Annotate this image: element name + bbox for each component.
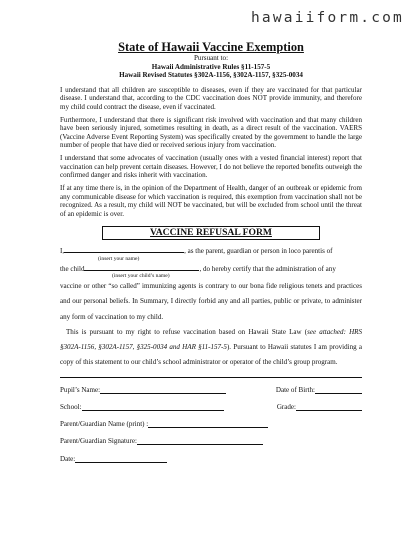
signature-label: Parent/Guardian Signature: [60,437,137,446]
pupil-name-field[interactable] [100,386,226,394]
parent-name-row [60,420,362,428]
child-name-blank[interactable] [84,263,199,271]
exemption-document [60,40,362,463]
date-row [60,455,362,463]
state-law-statement: This is pursuant to my right to refuse vaccination based on Hawaii State Law (see attached: HRS §302A-1156, §302A-1157, §325-0034 and HAR §11-157-5). Pursuant to Hawaii statutes I am providing a copy of this statement to our child’s school administrator or operator of the child’s group program. [60,327,362,367]
signature-row [60,437,362,445]
document-title: State of Hawaii Vaccine Exemption [118,40,304,54]
child-name-line [60,263,362,274]
site-watermark: hawaiiform.com [250,10,404,26]
grade-field[interactable] [296,403,362,411]
date-label: Date: [60,454,76,463]
paragraph-outbreak: If at any time there is, in the opinion of the Department of Health, danger of an outbreak or epidemic from any communicable disease for which vaccination is required, this exemption from vaccination shall not be recognized. As a result, my child will NOT be vaccinated, but will be excluded from school until the threat of an epidemic is over. [60,184,362,218]
pupil-row [60,386,362,394]
line2-end: , do hereby certify that the administration of any [199,264,336,273]
revised-statutes: Hawaii Revised Statutes §302A-1156, §302A-1157, §325-0034 [119,71,303,80]
administrative-rules: Hawaii Administrative Rules §11-157-5 [151,62,271,71]
parent-name-label: Parent/Guardian Name (print) : [60,420,149,429]
dob-field[interactable] [315,386,362,394]
date-field[interactable] [75,455,167,463]
section-divider [60,377,362,378]
school-label: School: [60,402,82,411]
parent-name-blank[interactable] [64,245,184,253]
hint-child-name: (insert your child’s name) [112,273,170,280]
line1-end: , as the parent, guardian or person in loco parentis of [184,247,333,256]
line1-start: I, [60,247,65,256]
line2-start: the child [60,264,85,273]
pupil-name-label: Pupil’s Name: [60,385,101,394]
parent-name-line [60,245,362,256]
dob-label: Date of Birth: [275,385,315,394]
paragraph-susceptible: I understand that all children are susceptible to diseases, even if they are vaccinated for that particular disease. I understand that, according to the CDC vaccination does NOT provide immunity, and therefore my child could contract the disease, even if vaccinated. [60,85,362,111]
signature-field[interactable] [137,437,263,445]
religious-statement: vaccine or other “so called” immunizing agents is contrary to our bona fide religious tenets and practices and our personal beliefs. In Summary, I directly forbid any and all parties, public or private, to administer any form of vaccination to my child. [60,282,362,321]
parent-name-field[interactable] [148,420,268,428]
pursuant-label: Pursuant to: [193,54,229,62]
paragraph-risk: Furthermore, I understand that there is significant risk involved with vaccination and that many children have been seriously injured, sometimes resulting in death, as a direct result of the vaccination. VAERS (Vaccine Adverse Event Reporting System) was specifically created by the government to handle the large number of people that have died or received serious injury from vaccination. [60,115,362,150]
hint-your-name: (insert your name) [98,255,140,262]
school-row [60,403,362,411]
school-field[interactable] [82,403,224,411]
grade-label: Grade: [276,402,296,411]
paragraph-advocates: I understand that some advocates of vaccination (usually ones with a vested financial interest) report that vaccination can help prevent certain diseases. However, I do not believe the reported benefits outweigh the confirmed danger and risks inherit with vaccination. [60,154,362,180]
form-title: VACCINE REFUSAL FORM [102,226,320,240]
